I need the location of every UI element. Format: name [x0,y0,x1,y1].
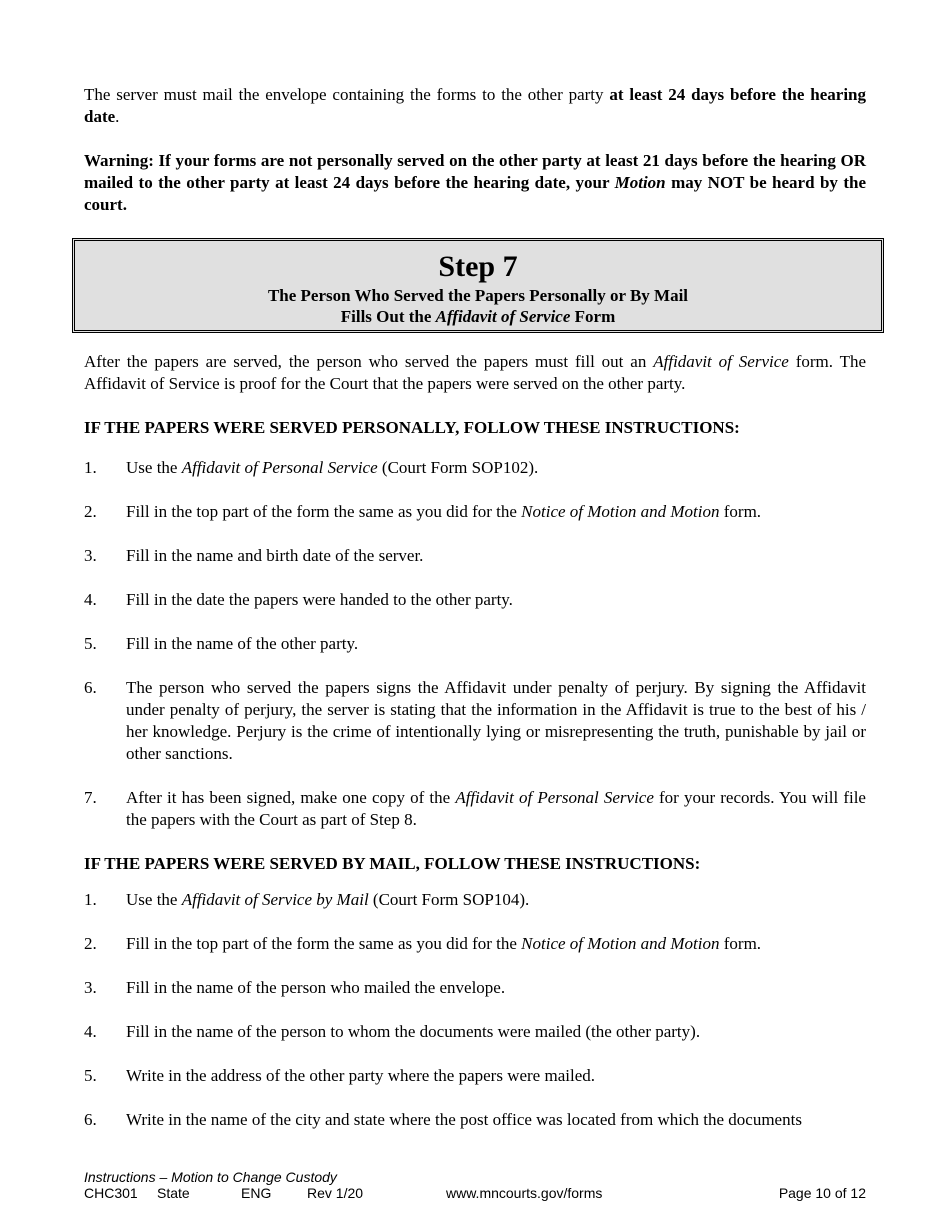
list-item [84,589,866,611]
intro-text: The server must mail the envelope containing the forms to the other party [84,85,610,104]
footer-form-code: CHC301 [84,1185,138,1201]
footer-title: Instructions – Motion to Change Custody [84,1169,337,1185]
list-item [84,677,866,765]
list-item-form-name: Notice of Motion and Motion [521,502,720,521]
list-item-number: 2. [84,502,97,521]
personal-instructions-list [84,457,866,831]
footer-page-number: Page 10 of 12 [778,1185,866,1201]
footer-language: ENG [241,1185,272,1201]
list-item-text: Write in the name of the city and state where the post office was located from which the documents [126,1110,802,1129]
intro-bold-text: at least 24 days before the hearing date [84,85,866,126]
list-item-text-end: (Court Form SOP104). [368,890,530,909]
list-item-text: Fill in the date the papers were handed to the other party. [126,590,513,609]
mail-heading: IF THE PAPERS WERE SERVED BY MAIL, FOLLOW THESE INSTRUCTIONS: [84,854,701,873]
list-item-form-name: Affidavit of Service by Mail [181,890,369,909]
list-item-text: Fill in the top part of the form the same as you did for the [126,502,522,521]
list-item [84,1021,866,1043]
list-item-form-name: Notice of Motion and Motion [521,934,720,953]
list-item [84,545,866,567]
warning-text-end: may NOT be heard by the court. [84,173,867,214]
list-item-text: Fill in the name of the person who mailed the envelope. [126,978,506,997]
list-item [84,1109,866,1131]
list-item-text: After it has been signed, make one copy of the [126,788,456,807]
list-item-text-end: (Court Form SOP102). [377,458,539,477]
list-item-number: 3. [84,546,97,565]
list-item [84,977,866,999]
list-item-text: Fill in the name of the other party. [126,634,359,653]
list-item [84,889,866,911]
list-item-text-end: form. [719,502,762,521]
list-item-number: 4. [84,590,97,609]
list-item-form-name: Affidavit of Personal Service [455,788,654,807]
list-item-number: 6. [84,1110,97,1129]
list-item-number: 5. [84,1066,97,1085]
list-item-text: Use the [126,890,182,909]
after-paragraph: After the papers are served, the person who served the papers must fill out an Affidavit of Service form. The Affidavit of Service is proof for the Court that the papers were served on the other party. [84,352,867,393]
list-item-text: Fill in the name and birth date of the server. [126,546,424,565]
step-banner [72,238,884,333]
footer-revision: Rev 1/20 [307,1185,364,1201]
list-item [84,1065,866,1087]
step-subtitle-line1: The Person Who Served the Papers Personally or By Mail [267,286,689,305]
list-item-number: 5. [84,634,97,653]
list-item [84,457,866,479]
list-item-text: The person who served the papers signs the Affidavit under penalty of perjury. By signing the Affidavit under penalty of perjury, the server is stating that the information in the Affidavit is true to the best of his / her knowledge. Perjury is the crime of intentionally lying or misrepresenting the truth, punishable by jail or other sanctions. [126,678,866,763]
list-item-text: Fill in the top part of the form the same as you did for the [126,934,522,953]
mail-instructions-list [84,889,866,1131]
step-subtitle-line2: Fills Out the Affidavit of Service Form [340,307,616,326]
list-item-text: Use the [126,458,182,477]
list-item-number: 2. [84,934,97,953]
list-item-number: 1. [84,890,97,909]
list-item-number: 6. [84,678,97,697]
list-item-number: 3. [84,978,97,997]
list-item-number: 1. [84,458,97,477]
footer-url[interactable]: www.mncourts.gov/forms [446,1185,603,1201]
list-item-text-end: form. [719,934,762,953]
footer-info-row [84,1185,866,1201]
intro-paragraph [84,84,866,128]
list-item-text: Write in the address of the other party where the papers were mailed. [126,1066,595,1085]
warning-text: Warning: If your forms are not personally served on the other party at least 21 days before the hearing OR mailed to the other party at least 24 days before the hearing date, your [84,151,866,192]
list-item-text-end: for your records. You will file the papers with the Court as part of Step 8. [126,788,866,829]
list-item-text: Fill in the name of the person to whom the documents were mailed (the other party). [126,1022,701,1041]
list-item-form-name: Affidavit of Personal Service [181,458,378,477]
warning-paragraph [84,150,866,216]
document-page [84,84,866,1131]
intro-text-end: . [115,107,120,126]
list-item [84,633,866,655]
list-item [84,933,866,955]
page-footer [84,1169,866,1201]
list-item [84,787,866,831]
list-item-number: 7. [84,788,97,807]
footer-state: State [157,1185,190,1201]
personal-heading: IF THE PAPERS WERE SERVED PERSONALLY, FOLLOW THESE INSTRUCTIONS: [84,418,740,437]
warning-italic: Motion [614,173,666,192]
list-item-number: 4. [84,1022,97,1041]
step-title: Step 7 [438,250,518,283]
list-item [84,501,866,523]
